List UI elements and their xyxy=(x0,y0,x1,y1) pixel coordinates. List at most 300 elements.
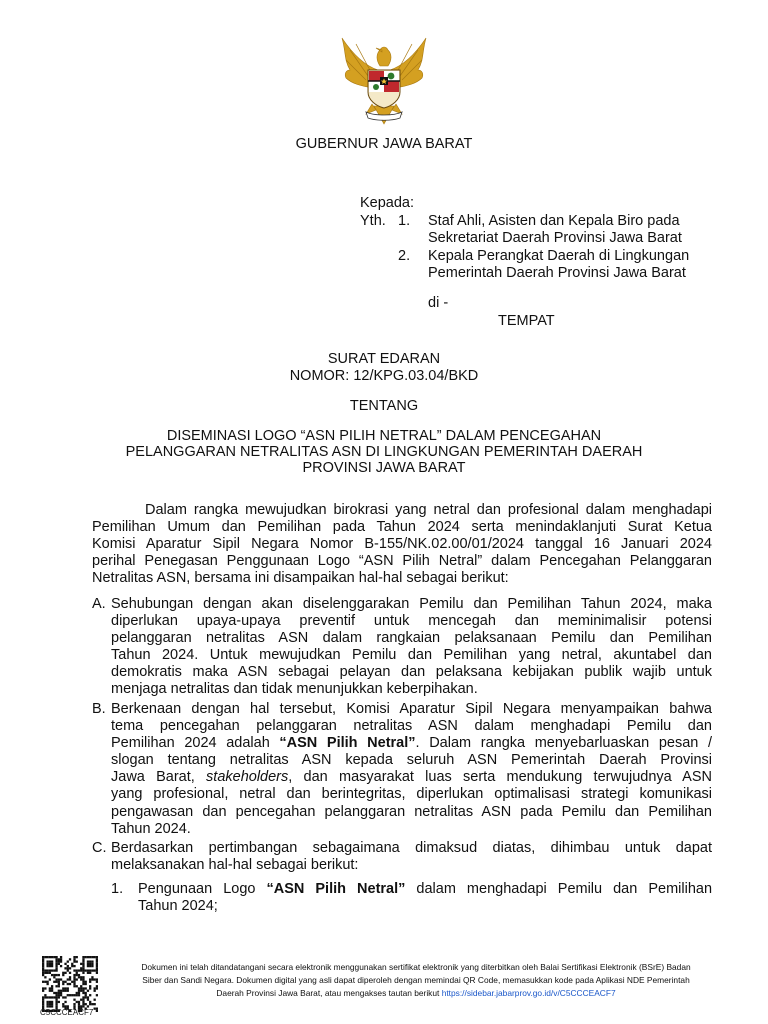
section-c-line: melaksanakan hal-hal sebagai berikut: xyxy=(111,857,359,874)
qr-module xyxy=(94,1008,96,1010)
recipient-1-line-1: Staf Ahli, Asisten dan Kepala Biro pada xyxy=(428,213,680,229)
qr-module xyxy=(42,981,44,983)
recipient-1-line-2: Sekretariat Daerah Provinsi Jawa Barat xyxy=(428,230,682,246)
qr-module xyxy=(80,990,82,992)
recipient-number-2: 2. xyxy=(398,248,411,264)
asn-pilih-netral-bold: “ASN Pilih Netral” xyxy=(279,735,416,752)
qr-module xyxy=(96,994,98,996)
qr-module xyxy=(69,958,71,960)
qr-module xyxy=(44,994,46,996)
qr-module xyxy=(71,963,73,965)
qr-module xyxy=(85,983,87,985)
qr-module xyxy=(89,987,91,989)
qr-module xyxy=(76,972,78,974)
qr-module xyxy=(82,983,84,985)
qr-module xyxy=(49,987,51,989)
qr-module xyxy=(96,985,98,987)
qr-module xyxy=(53,996,55,998)
qr-module xyxy=(55,985,57,987)
qr-module xyxy=(87,999,89,1001)
section-a-label: A. xyxy=(92,596,106,612)
section-a-line: pelanggaran netralitas ASN dalam rangkaian pelaksanaan Pemilu dan Pemilihan xyxy=(111,630,712,647)
qr-module xyxy=(82,965,84,967)
qr-module xyxy=(80,969,82,971)
section-a-line: diperlukan upaya-upaya preventif untuk mencegah dan meminimalisir potensi xyxy=(111,613,712,630)
qr-module xyxy=(58,996,60,998)
qr-module xyxy=(46,1003,48,1005)
qr-module xyxy=(64,990,66,992)
qr-module xyxy=(44,976,46,978)
qr-module xyxy=(46,972,48,974)
qr-module xyxy=(80,963,82,965)
qr-module xyxy=(55,994,57,996)
section-b-line xyxy=(111,735,712,752)
qr-module xyxy=(58,983,60,985)
di-label: di - xyxy=(428,295,449,311)
qr-module xyxy=(46,969,48,971)
qr-module xyxy=(82,978,84,980)
qr-module xyxy=(76,969,78,971)
qr-module xyxy=(82,981,84,983)
qr-module xyxy=(58,981,60,983)
qr-module xyxy=(69,967,71,969)
qr-module xyxy=(58,990,60,992)
qr-module xyxy=(42,1003,44,1005)
qr-module xyxy=(94,969,96,971)
qr-module xyxy=(73,956,75,958)
qr-module xyxy=(78,974,80,976)
section-b-line: Berkenaan dengan hal tersebut, Komisi Aparatur Sipil Negara menyampaikan bahwa xyxy=(111,701,712,717)
qr-module xyxy=(44,972,46,974)
qr-module xyxy=(87,960,89,962)
qr-module xyxy=(53,976,55,978)
qr-module xyxy=(49,1003,51,1005)
qr-module xyxy=(73,985,75,987)
qr-module xyxy=(55,965,57,967)
qr-module xyxy=(42,987,44,989)
qr-module xyxy=(42,958,44,960)
qr-module xyxy=(78,969,80,971)
qr-module xyxy=(67,983,69,985)
qr-module xyxy=(87,972,89,974)
recipient-2-line-1: Kepala Perangkat Daerah di Lingkungan xyxy=(428,248,690,264)
qr-module xyxy=(58,978,60,980)
qr-module xyxy=(85,981,87,983)
qr-module xyxy=(85,956,87,958)
section-b-label: B. xyxy=(92,701,106,717)
qr-module xyxy=(73,969,75,971)
qr-module xyxy=(71,981,73,983)
qr-module xyxy=(60,978,62,980)
recipient-number-1: 1. xyxy=(398,213,411,229)
intro-line: Pemilihan Umum dan Pemilihan pada Tahun 2024 serta menindaklanjuti Surat Ketua xyxy=(92,519,712,536)
qr-module xyxy=(85,1003,87,1005)
qr-module xyxy=(46,996,48,998)
qr-module xyxy=(55,958,57,960)
section-c-item-1-text xyxy=(138,881,712,915)
qr-module xyxy=(89,978,91,980)
qr-module xyxy=(82,990,84,992)
qr-module xyxy=(73,965,75,967)
qr-module xyxy=(80,999,82,1001)
e-signature-footer xyxy=(116,961,716,1001)
qr-module xyxy=(82,999,84,1001)
section-a-line: demokratis maka ASN sebagai pelayan dan pelaksana kebijakan publik wajib untuk xyxy=(111,664,712,681)
asn-pilih-netral-bold: “ASN Pilih Netral” xyxy=(266,881,406,897)
verification-link[interactable]: https://sidebar.jabarprov.go.id/v/C5CCCEACF7 xyxy=(441,988,616,999)
intro-paragraph xyxy=(92,502,712,587)
qr-module xyxy=(49,990,51,992)
qr-module xyxy=(82,963,84,965)
qr-module xyxy=(89,969,91,971)
kepada-label: Kepada: xyxy=(360,195,415,211)
qr-module xyxy=(49,960,51,962)
qr-module xyxy=(82,967,84,969)
qr-module xyxy=(91,960,93,962)
qr-module xyxy=(96,987,98,989)
qr-module xyxy=(67,978,69,980)
qr-module xyxy=(85,994,87,996)
qr-module xyxy=(62,972,64,974)
qr-module xyxy=(49,956,51,958)
yth-label: Yth. xyxy=(360,213,386,229)
intro-line: Dalam rangka mewujudkan birokrasi yang netral dan profesional dalam menghadapi xyxy=(145,502,712,518)
qr-module xyxy=(69,978,71,980)
qr-module xyxy=(80,976,82,978)
qr-module xyxy=(76,974,78,976)
qr-module xyxy=(96,1008,98,1010)
qr-module xyxy=(55,981,57,983)
qr-module xyxy=(51,974,53,976)
section-b-line: tema pencegahan pelanggaran netralitas ASN dalam menghadapi Pemilu dan xyxy=(111,718,712,735)
qr-module xyxy=(78,990,80,992)
qr-module xyxy=(55,999,57,1001)
qr-module xyxy=(53,974,55,976)
qr-module xyxy=(69,976,71,978)
qr-module xyxy=(73,960,75,962)
qr-module xyxy=(42,990,44,992)
section-a-line: menjaga netralitas dan tidak menunjukkan keberpihakan. xyxy=(111,681,478,698)
qr-module xyxy=(49,963,51,965)
qr-module xyxy=(49,972,51,974)
qr-module xyxy=(89,963,91,965)
qr-module xyxy=(82,972,84,974)
qr-module xyxy=(96,1010,98,1012)
section-c-label: C. xyxy=(92,840,107,856)
qr-module xyxy=(64,996,66,998)
qr-module xyxy=(80,978,82,980)
qr-code[interactable] xyxy=(42,956,98,1012)
section-c-item-fragment: Pengunaan Logo xyxy=(138,881,267,897)
qr-module xyxy=(94,990,96,992)
qr-module xyxy=(73,981,75,983)
qr-module xyxy=(78,987,80,989)
qr-module xyxy=(44,969,46,971)
qr-module xyxy=(91,963,93,965)
qr-module xyxy=(87,969,89,971)
footer-line-3 xyxy=(116,987,716,1000)
qr-module xyxy=(60,958,62,960)
footer-line-2: Siber dan Sandi Negara. Dokumen digital yang asli dapat diperoleh dengan memindai QR Code, memasukkan kode pada Aplikasi NDE Pemerintah xyxy=(142,975,690,986)
qr-module xyxy=(94,978,96,980)
qr-module xyxy=(62,987,64,989)
qr-module xyxy=(44,981,46,983)
qr-module xyxy=(42,999,44,1001)
qr-module xyxy=(44,996,46,998)
section-a-line: Sehubungan dengan akan diselenggarakan Pemilu dan Pemilihan Tahun 2024, maka xyxy=(111,596,712,612)
qr-module xyxy=(53,969,55,971)
subject-line-1: DISEMINASI LOGO “ASN PILIH NETRAL” DALAM PENCEGAHAN xyxy=(166,428,602,444)
qr-module xyxy=(89,1003,91,1005)
section-c-item-fragment: dalam menghadapi Pemilu dan Pemilihan xyxy=(405,881,713,897)
qr-module xyxy=(42,969,44,971)
qr-module xyxy=(73,994,75,996)
section-b-line xyxy=(111,769,712,786)
subject-line-2: PELANGGARAN NETRALITAS ASN DI LINGKUNGAN PEMERINTAH DAERAH xyxy=(125,444,643,460)
qr-module xyxy=(67,990,69,992)
qr-module xyxy=(82,1001,84,1003)
qr-module xyxy=(82,960,84,962)
qr-module xyxy=(42,956,44,958)
qr-module xyxy=(60,992,62,994)
qr-module xyxy=(85,996,87,998)
qr-module xyxy=(96,965,98,967)
section-b-line: slogan tentang netralitas ASN kepada seluruh ASN Pemerintah Daerah Provinsi xyxy=(111,752,712,769)
qr-module xyxy=(55,963,57,965)
qr-module xyxy=(96,958,98,960)
qr-module xyxy=(73,983,75,985)
qr-module xyxy=(49,996,51,998)
qr-module xyxy=(96,972,98,974)
qr-module xyxy=(64,972,66,974)
qr-module xyxy=(89,965,91,967)
qr-module xyxy=(55,969,57,971)
qr-module xyxy=(78,992,80,994)
qr-module xyxy=(58,958,60,960)
qr-module xyxy=(76,992,78,994)
qr-module xyxy=(89,972,91,974)
qr-module xyxy=(87,965,89,967)
section-b-text-fragment: Jawa Barat, xyxy=(111,769,207,786)
qr-module xyxy=(76,978,78,980)
intro-line: Komisi Aparatur Sipil Negara Nomor B-155/NK.02.00/01/2024 tanggal 16 Januari 2024 xyxy=(92,536,712,553)
qr-module xyxy=(96,963,98,965)
qr-module xyxy=(58,992,60,994)
section-b-text xyxy=(111,701,712,838)
qr-module xyxy=(80,985,82,987)
qr-module xyxy=(82,969,84,971)
qr-module xyxy=(51,960,53,962)
qr-module xyxy=(42,967,44,969)
qr-module xyxy=(58,994,60,996)
qr-module xyxy=(91,976,93,978)
qr-module xyxy=(73,976,75,978)
section-b-line: Tahun 2024. xyxy=(111,820,191,837)
qr-module xyxy=(60,956,62,958)
qr-module xyxy=(51,1003,53,1005)
qr-module xyxy=(91,956,93,958)
qr-module xyxy=(89,994,91,996)
qr-module xyxy=(42,963,44,965)
qr-module xyxy=(49,1001,51,1003)
qr-module xyxy=(82,956,84,958)
qr-module xyxy=(46,963,48,965)
qr-module xyxy=(55,992,57,994)
qr-module xyxy=(55,1001,57,1003)
qr-module xyxy=(58,974,60,976)
qr-module xyxy=(87,990,89,992)
qr-module xyxy=(49,978,51,980)
qr-module xyxy=(82,1003,84,1005)
qr-module xyxy=(55,978,57,980)
qr-module xyxy=(94,999,96,1001)
qr-module xyxy=(46,965,48,967)
qr-module xyxy=(64,981,66,983)
qr-module xyxy=(87,963,89,965)
qr-module xyxy=(87,996,89,998)
qr-module xyxy=(96,978,98,980)
qr-module xyxy=(78,994,80,996)
footer-line-3-text: Daerah Provinsi Jawa Barat, atau mengakses tautan berikut xyxy=(216,988,442,999)
qr-module xyxy=(91,965,93,967)
qr-module xyxy=(64,967,66,969)
qr-module xyxy=(42,974,44,976)
qr-module xyxy=(64,1001,66,1003)
qr-module xyxy=(42,1001,44,1003)
section-b-text-fragment: Pemilihan 2024 adalah xyxy=(111,735,280,752)
qr-module xyxy=(89,960,91,962)
qr-module xyxy=(87,956,89,958)
qr-module xyxy=(69,972,71,974)
qr-module xyxy=(82,976,84,978)
qr-module xyxy=(42,972,44,974)
qr-module xyxy=(67,969,69,971)
qr-module xyxy=(42,965,44,967)
qr-module xyxy=(96,981,98,983)
qr-module xyxy=(67,967,69,969)
qr-module xyxy=(64,963,66,965)
qr-module xyxy=(76,1001,78,1003)
qr-module xyxy=(55,974,57,976)
section-b-line: pengawasan dan pencegahan pelanggaran netralitas ASN pada Pemilu dan Pemilihan xyxy=(111,803,712,820)
qr-module xyxy=(51,956,53,958)
qr-module xyxy=(85,992,87,994)
qr-module xyxy=(62,990,64,992)
qr-module xyxy=(78,1001,80,1003)
section-c-line: Berdasarkan pertimbangan sebagaimana dimaksud diatas, dihimbau untuk dapat xyxy=(111,840,712,856)
qr-module xyxy=(96,956,98,958)
qr-module xyxy=(80,967,82,969)
qr-module xyxy=(55,956,57,958)
qr-module xyxy=(85,987,87,989)
qr-module xyxy=(46,981,48,983)
qr-module xyxy=(69,983,71,985)
qr-module xyxy=(69,994,71,996)
qr-module xyxy=(60,960,62,962)
qr-module xyxy=(76,985,78,987)
qr-module xyxy=(73,999,75,1001)
qr-module xyxy=(58,960,60,962)
section-c-text xyxy=(111,840,712,874)
qr-module xyxy=(46,983,48,985)
qr-module xyxy=(82,996,84,998)
qr-module xyxy=(55,1003,57,1005)
qr-module xyxy=(96,967,98,969)
stakeholders-italic: stakeholders xyxy=(206,769,289,786)
qr-module xyxy=(60,965,62,967)
qr-module xyxy=(67,987,69,989)
section-c-item-line: Tahun 2024; xyxy=(138,898,218,915)
qr-module xyxy=(73,974,75,976)
qr-module xyxy=(51,990,53,992)
qr-module xyxy=(58,963,60,965)
qr-module xyxy=(51,987,53,989)
qr-module xyxy=(62,983,64,985)
governor-title: GUBERNUR JAWA BARAT xyxy=(295,136,473,152)
section-b-text-fragment: , dan masyarakat luas serta mendukung terwujudnya ASN xyxy=(288,769,712,786)
qr-module xyxy=(96,960,98,962)
footer-line-1: Dokumen ini telah ditandatangani secara elektronik menggunakan sertifikat elektronik yang diterbitkan oleh Balai Sertifikasi Elektronik (BSrE) Badan xyxy=(141,962,691,972)
qr-module xyxy=(42,996,44,998)
qr-module xyxy=(80,987,82,989)
intro-line: perihal Penegasan Penggunaan Logo “ASN Pilih Netral” dalam Pencegahan Pelanggaran xyxy=(92,553,712,570)
qr-module xyxy=(76,956,78,958)
qr-module xyxy=(94,956,96,958)
tempat-label: TEMPAT xyxy=(498,313,555,329)
section-a-line: Tahun 2024. Untuk mewujudkan Pemilu dan Pemilihan yang netral, akuntabel dan xyxy=(111,647,712,664)
qr-module xyxy=(78,976,80,978)
section-b-text-fragment: . Dalam rangka menyebarluaskan pesan / xyxy=(415,735,713,752)
qr-module xyxy=(53,956,55,958)
qr-module xyxy=(71,994,73,996)
qr-module xyxy=(51,985,53,987)
qr-module xyxy=(96,969,98,971)
qr-module xyxy=(67,965,69,967)
section-a-text xyxy=(111,596,712,699)
section-b-line: yang profesional, netral dan berintegritas, diperlukan optimalisasi strategi komunikasi xyxy=(111,786,712,803)
qr-module xyxy=(60,990,62,992)
qr-module xyxy=(71,965,73,967)
qr-module xyxy=(53,981,55,983)
qr-module xyxy=(73,978,75,980)
qr-module xyxy=(73,1003,75,1005)
recipient-2-line-2: Pemerintah Daerah Provinsi Jawa Barat xyxy=(428,265,686,281)
qr-module xyxy=(94,987,96,989)
qr-module xyxy=(82,992,84,994)
garuda-pancasila-emblem xyxy=(336,30,432,128)
qr-module xyxy=(53,992,55,994)
qr-module xyxy=(60,994,62,996)
qr-module xyxy=(89,956,91,958)
tentang-label: TENTANG xyxy=(349,398,419,414)
qr-module xyxy=(73,958,75,960)
qr-module xyxy=(82,958,84,960)
qr-module xyxy=(62,974,64,976)
qr-module xyxy=(89,985,91,987)
qr-module xyxy=(46,1001,48,1003)
qr-module xyxy=(64,987,66,989)
qr-module xyxy=(91,978,93,980)
qr-module xyxy=(51,969,53,971)
section-c-item-1-number: 1. xyxy=(111,881,124,897)
qr-module xyxy=(49,965,51,967)
qr-module xyxy=(94,1003,96,1005)
qr-module xyxy=(62,981,64,983)
qr-code-label: C5CCCEACF7 xyxy=(40,1008,94,1017)
qr-module xyxy=(58,1001,60,1003)
qr-module xyxy=(44,987,46,989)
qr-module xyxy=(42,960,44,962)
